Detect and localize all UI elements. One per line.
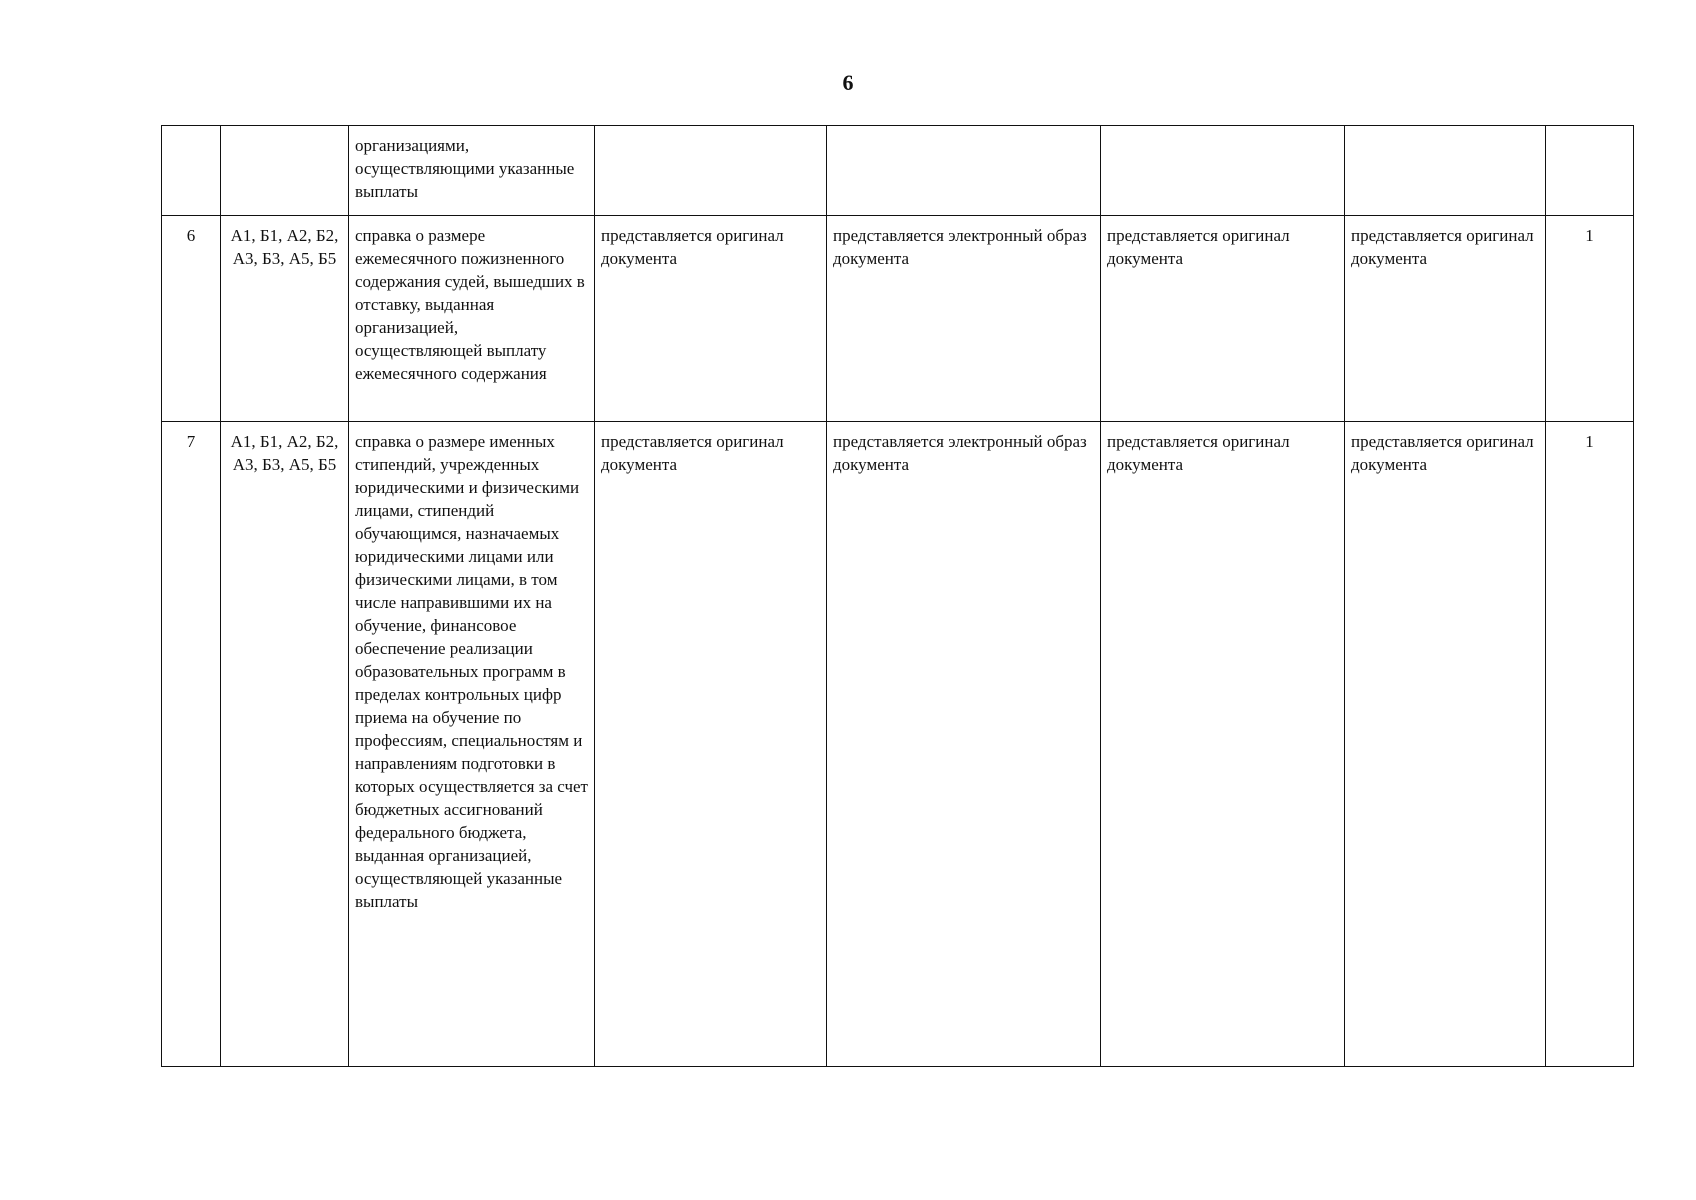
submission-form-cell: представляется оригинал документа [1345, 216, 1546, 422]
copies-count-cell: 1 [1546, 216, 1634, 422]
submission-form-cell: представляется оригинал документа [595, 216, 827, 422]
row-number-cell: 6 [162, 216, 221, 422]
submission-form-cell: представляется электронный образ документа [827, 216, 1101, 422]
page-number: 6 [842, 70, 854, 95]
category-codes-cell: А1, Б1, А2, Б2, А3, Б3, А5, Б5 [221, 422, 349, 1067]
submission-form-cell [595, 126, 827, 216]
row-number-cell [162, 126, 221, 216]
document-description-cell: справка о размере ежемесячного пожизненного содержания судей, вышедших в отставку, выданная организацией, осуществляющей выплату ежемесячного содержания [349, 216, 595, 422]
document-description-cell: справка о размере именных стипендий, учрежденных юридическими и физическими лицами, стипендий обучающимся, назначаемых юридическими лицами или физическими лицами, в том числе направившими их на обучение, финансовое обеспечение реализации образовательных программ в пределах контрольных цифр приема на обучение по профессиям, специальностям и направлениям подготовки в которых осуществляется за счет бюджетных ассигнований федерального бюджета, выданная организацией, осуществляющей указанные выплаты [349, 422, 595, 1067]
submission-form-cell [1101, 126, 1345, 216]
row-number-cell: 7 [162, 422, 221, 1067]
submission-form-cell [827, 126, 1101, 216]
table-row [162, 126, 1634, 216]
submission-form-cell [1345, 126, 1546, 216]
table-row [162, 216, 1634, 422]
copies-count-cell [1546, 126, 1634, 216]
submission-form-cell: представляется оригинал документа [1345, 422, 1546, 1067]
document-table [161, 125, 1634, 1067]
submission-form-cell: представляется оригинал документа [1101, 216, 1345, 422]
submission-form-cell: представляется электронный образ документа [827, 422, 1101, 1067]
category-codes-cell: А1, Б1, А2, Б2, А3, Б3, А5, Б5 [221, 216, 349, 422]
table-row [162, 422, 1634, 1067]
copies-count-cell: 1 [1546, 422, 1634, 1067]
submission-form-cell: представляется оригинал документа [595, 422, 827, 1067]
submission-form-cell: представляется оригинал документа [1101, 422, 1345, 1067]
category-codes-cell [221, 126, 349, 216]
document-description-cell: организациями, осуществляющими указанные выплаты [349, 126, 595, 216]
